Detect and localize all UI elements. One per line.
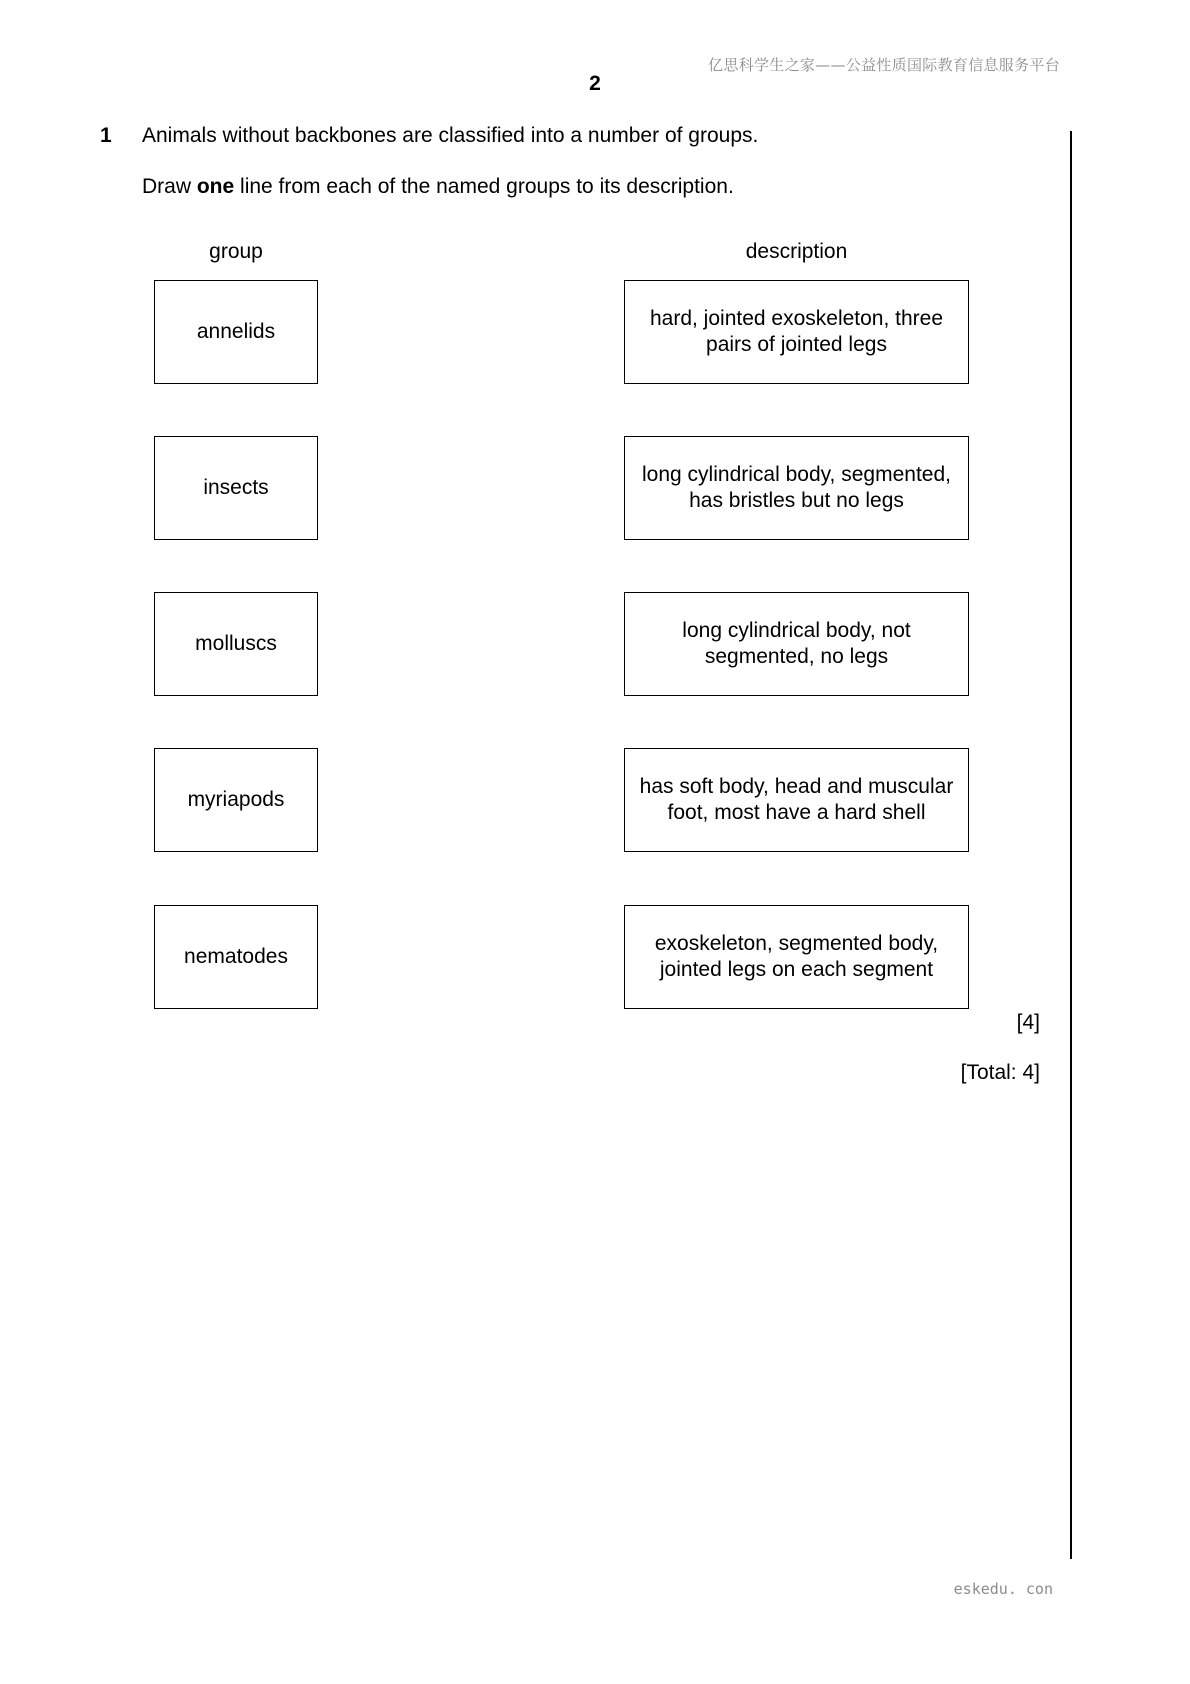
description-line: pairs of jointed legs: [706, 333, 887, 356]
description-box-3[interactable]: [624, 592, 969, 696]
description-box-4[interactable]: [624, 748, 969, 852]
description-line: segmented, no legs: [704, 645, 889, 668]
description-text: [650, 306, 943, 358]
description-line: hard, jointed exoskeleton, three: [649, 307, 944, 330]
total-marks: [Total: 4]: [960, 1061, 1040, 1084]
description-line: long cylindrical body, not: [682, 619, 911, 642]
instruction-emphasis: one: [196, 175, 235, 198]
description-box-2[interactable]: [624, 436, 969, 540]
description-text: [655, 931, 938, 983]
description-box-1[interactable]: [624, 280, 969, 384]
description-line: foot, most have a hard shell: [667, 801, 926, 824]
description-text: [682, 618, 910, 670]
margin-line: [1070, 131, 1072, 1559]
description-text: [642, 462, 951, 514]
group-label: molluscs: [195, 632, 277, 655]
footer-site: eskedu. con: [953, 1580, 1053, 1598]
group-box-insects[interactable]: [154, 436, 318, 540]
group-box-molluscs[interactable]: [154, 592, 318, 696]
description-line: exoskeleton, segmented body,: [654, 932, 939, 955]
description-line: has bristles but no legs: [689, 489, 904, 512]
question-marks: [4]: [1016, 1011, 1040, 1034]
watermark-text: 亿思科学生之家——公益性质国际教育信息服务平台: [708, 56, 1060, 74]
group-box-myriapods[interactable]: [154, 748, 318, 852]
question-number: 1: [100, 124, 112, 147]
instruction-prefix: Draw: [142, 175, 197, 198]
group-label: annelids: [196, 320, 276, 343]
instruction-suffix: line from each of the named groups to its description.: [234, 175, 734, 198]
question-stem: Animals without backbones are classified into a number of groups.: [142, 124, 759, 147]
page-number: 2: [589, 72, 601, 95]
description-line: long cylindrical body, segmented,: [642, 463, 951, 486]
group-label: myriapods: [187, 788, 285, 811]
group-label: nematodes: [184, 945, 288, 968]
description-text: [640, 774, 954, 826]
group-label: insects: [203, 476, 269, 499]
description-box-5[interactable]: [624, 905, 969, 1009]
description-line: has soft body, head and muscular: [639, 775, 954, 798]
description-line: jointed legs on each segment: [659, 958, 934, 981]
group-box-annelids[interactable]: [154, 280, 318, 384]
description-column-header: description: [745, 240, 848, 263]
question-instruction: [142, 175, 734, 199]
group-column-header: group: [209, 240, 263, 263]
group-box-nematodes[interactable]: [154, 905, 318, 1009]
